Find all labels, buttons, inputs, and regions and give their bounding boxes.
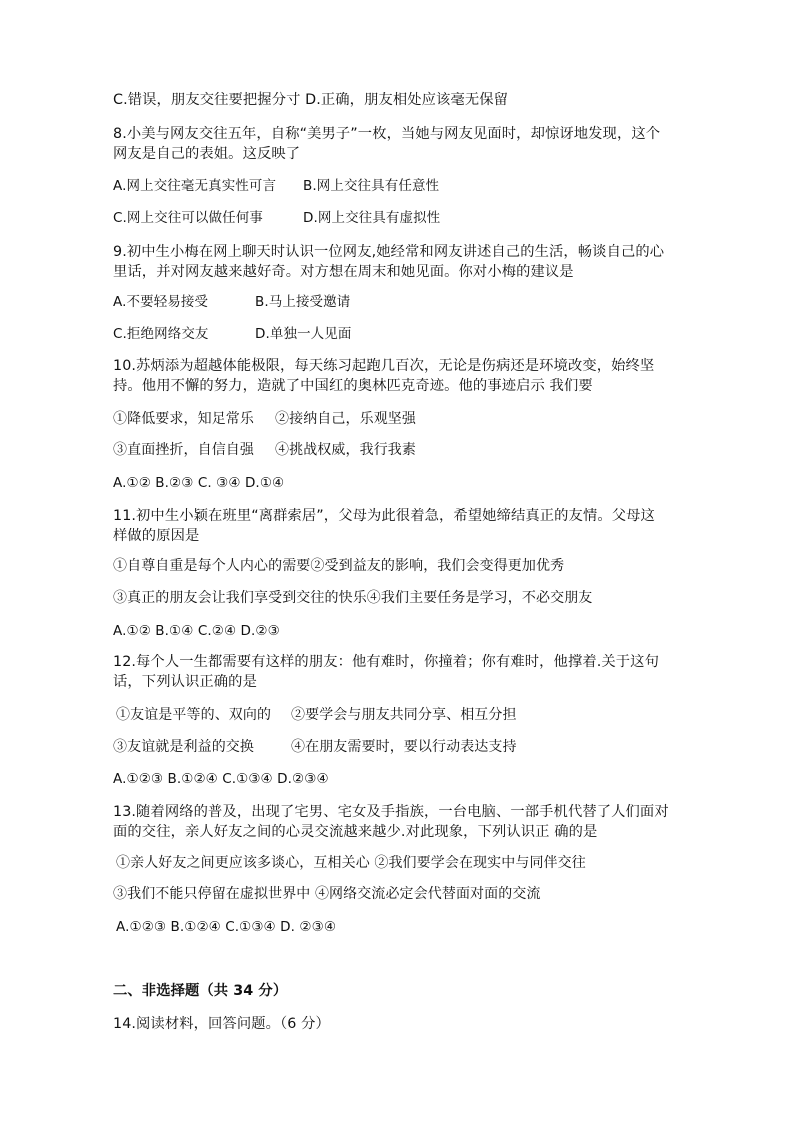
q11-options: A.①② B.①④ C.②④ D.②③ — [113, 623, 280, 639]
q8-options-row2 — [113, 208, 693, 228]
q12-item-1: ①友谊是平等的、双向的 — [116, 707, 272, 723]
q14-line: 14.阅读材料，回答问题。（6 分） — [113, 1016, 330, 1032]
q12-items-row2 — [113, 737, 693, 757]
q10-item-4: ④挑战权威，我行我素 — [275, 442, 416, 458]
q13-stem-line1: 13.随着网络的普及，出现了宅男、宅女及手指族，一台电脑、一部手机代替了人们面对 — [113, 804, 669, 820]
q10-item-2: ②接纳自己，乐观坚强 — [275, 411, 416, 427]
q13-options: A.①②③ B.①②④ C.①③④ D. ②③④ — [116, 919, 337, 935]
q9-option-b: B.马上接受邀请 — [255, 294, 351, 310]
q9-options-row1 — [113, 292, 693, 312]
q10-options: A.①② B.②③ C. ③④ D.①④ — [113, 475, 285, 491]
q9-option-d: D.单独一人见面 — [255, 326, 352, 342]
q10-items-row2 — [113, 440, 693, 460]
q10-stem-line1: 10.苏炳添为超越体能极限，每天练习起跑几百次，无论是伤病还是环境改变，始终坚 — [113, 358, 655, 374]
q12-items-row1 — [116, 705, 696, 725]
q10-stem-line2: 持。他用不懈的努力，造就了中国红的奥林匹克奇迹。他的事迹启示 我们要 — [113, 378, 593, 394]
q8-option-b: B.网上交往具有任意性 — [303, 178, 440, 194]
q7-options-line: C.错误，朋友交往要把握分寸 D.正确，朋友相处应该毫无保留 — [113, 92, 509, 108]
q9-options-row2 — [113, 324, 693, 344]
section2-heading: 二、非选择题（共 34 分） — [113, 983, 288, 999]
q8-stem-line2: 网友是自己的表姐。这反映了 — [113, 146, 301, 162]
q13-stem-line2: 面的交往，亲人好友之间的心灵交流越来越少.对此现象，下列认识正 确的是 — [113, 824, 598, 840]
q12-stem-line1: 12.每个人一生都需要有这样的朋友：他有难时，你撞着；你有难时，他撑着.关于这句 — [113, 654, 659, 670]
q11-items-line2: ③真正的朋友会让我们享受到交往的快乐④我们主要任务是学习，不必交朋友 — [113, 590, 593, 606]
q9-stem-line1: 9.初中生小梅在网上聊天时认识一位网友,她经常和网友讲述自己的生活，畅谈自己的心 — [113, 244, 665, 260]
q10-items-row1 — [113, 409, 693, 429]
q8-stem-line1: 8.小美与网友交往五年，自称“美男子”一枚，当她与网友见面时，却惊讶地发现，这个 — [113, 126, 661, 142]
q8-option-c: C.网上交往可以做任何事 — [113, 210, 263, 226]
q8-option-d: D.网上交往具有虚拟性 — [303, 210, 441, 226]
q12-item-3: ③友谊就是利益的交换 — [113, 739, 254, 755]
q9-stem-line2: 里话，并对网友越来越好奇。对方想在周末和她见面。你对小梅的建议是 — [113, 264, 574, 280]
q12-options: A.①②③ B.①②④ C.①③④ D.②③④ — [113, 771, 329, 787]
q8-option-a: A.网上交往毫无真实性可言 — [113, 178, 277, 194]
q9-option-a: A.不要轻易接受 — [113, 294, 209, 310]
q8-options-row1 — [113, 176, 693, 196]
q11-stem-line2: 样做的原因是 — [113, 528, 200, 544]
q12-item-4: ④在朋友需要时，要以行动表达支持 — [291, 739, 517, 755]
q10-item-3: ③直面挫折，自信自强 — [113, 442, 254, 458]
q11-stem-line1: 11.初中生小颖在班里“离群索居”，父母为此很着急，希望她缔结真正的友情。父母这 — [113, 508, 655, 524]
q9-option-c: C.拒绝网络交友 — [113, 326, 209, 342]
q13-items-line1: ①亲人好友之间更应该多谈心，互相关心 ②我们要学会在现实中与同伴交往 — [116, 855, 586, 871]
q12-stem-line2: 话，下列认识正确的是 — [113, 674, 257, 690]
q13-items-line2: ③我们不能只停留在虚拟世界中 ④网络交流必定会代替面对面的交流 — [113, 886, 541, 902]
q11-items-line1: ①自尊自重是每个人内心的需要②受到益友的影响，我们会变得更加优秀 — [113, 558, 565, 574]
q12-item-2: ②要学会与朋友共同分享、相互分担 — [291, 707, 517, 723]
q10-item-1: ①降低要求，知足常乐 — [113, 411, 254, 427]
